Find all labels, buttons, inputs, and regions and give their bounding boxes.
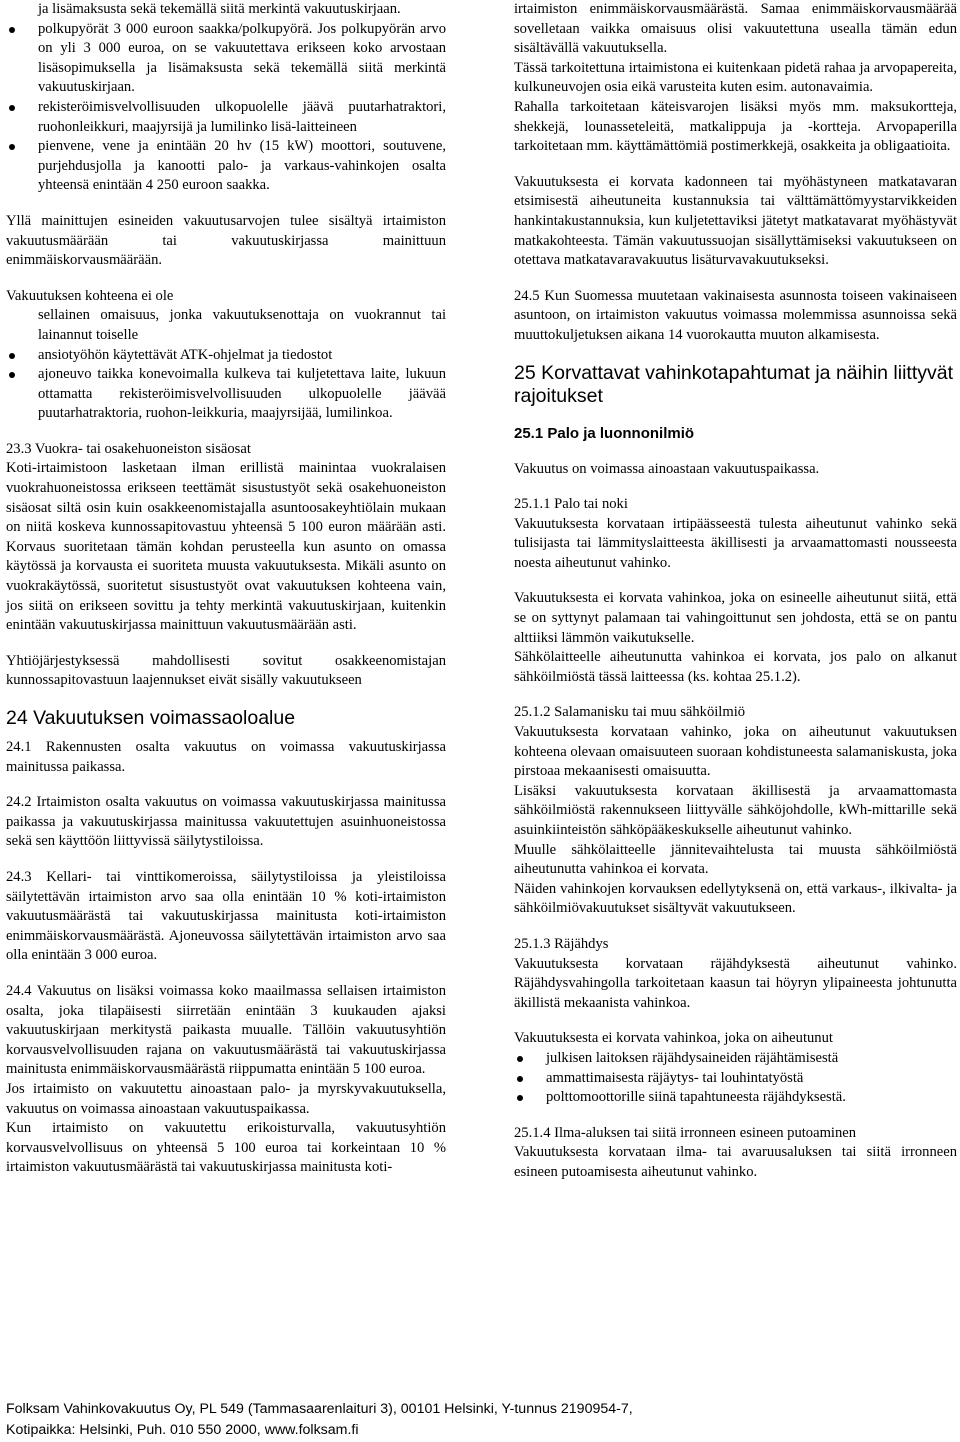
list-item: pienvene, vene ja enintään 20 hv (15 kW) moottori, soutuvene, purjehdusjolla ja kanootti palo- ja varkaus-vahinkojen osalta yhteensä enintään 4 250 euroon saakka. <box>6 137 446 196</box>
paragraph: Näiden vahinkojen korvauksen edellytyksenä on, että varkaus-, ilkivalta- ja sähköilmiövakuutukset sisältyvät vakuutukseen. <box>514 880 957 917</box>
paragraph: Vakuutuksesta korvataan ilma- tai avaruusaluksen tai siitä irronneen esineen putoamisesta aiheutunut vahinko. <box>514 1144 957 1180</box>
paragraph: irtaimiston enimmäiskorvausmäärästä. Samaa enimmäiskorvausmäärää sovelletaan vaikka omaisuus olisi vakuutettuna usealla tämän edun sisältävällä vakuutuksella. <box>514 1 957 57</box>
paragraph: Rahalla tarkoitetaan käteisvarojen lisäksi myös mm. maksukortteja, shekkejä, lounasseteleitä, matkalippuja ja -kortteja. Arvopaperilla tarkoitetaan mm. käyttämättömiä postimerkkejä, osakkeita ja obligaatioita. <box>514 98 957 155</box>
paragraph: Vakuutuksesta korvataan irtipäässeestä tulesta aiheutunut vahinko sekä tulisijasta tai lämmityslaitteesta äkillisesti ja arvaamattomasti nousseesta noesta aiheutunut vahinko. <box>514 515 957 571</box>
paragraph: Yllä mainittujen esineiden vakuutusarvojen tulee sisältyä irtaimiston vakuutusmäärään tai vakuutuskirjassa mainittuun enimmäiskorvausmäärään. <box>6 212 446 269</box>
paragraph: Vakuutuksesta ei korvata vahinkoa, joka on esineelle aiheutunut siitä, että se on syttynyt palamaan tai vahingoittunut sen johdosta, että se on pantu alttiiksi lämmön vaikutukselle. <box>514 590 957 646</box>
section-heading-24: 24 Vakuutuksen voimassaoloalue <box>6 707 296 729</box>
paragraph: Vakuutuksesta korvataan vahinko, joka on aiheutunut vakuutuksen kohteena olevaan omaisuuteen suoraan kohdistuneesta salamaniskusta, joka pirstoaa mekaanisesti omaisuutta. <box>514 724 957 780</box>
list-item: sellainen omaisuus, jonka vakuutuksenottaja on vuokrannut tai lainannut toiselle <box>38 307 446 343</box>
paragraph-24-4: 24.4 Vakuutus on lisäksi voimassa koko maailmassa sellaisen irtaimiston osalta, joka tilapäisesti siirretään enintään 3 kuukauden ajaksi vakuutuskirjaan merkitystä paikasta muualle. Tällöin vakuutusyhtiön korvausvelvollisuuden rajana on vakuutusmäärästä tai vakuutuskirjassa mainitusta enimmäiskorvausmäärästä riippumatta enintään 5 100 euroa. <box>6 982 446 1078</box>
paragraph: Koti-irtaimistoon lasketaan ilman erillistä mainintaa vuokralaisen vuokrahuoneistossa erikseen teettämät sisustustyöt sekä osakehuoneiston sisäosat siltä osin kuin osakkeenomistajalla asuntoosakeyhtiölain mukaan on niitä koskeva kunnossapitovastuu yhteensä 5 100 euron määrään asti. Korvaus suoritetaan tämän kohdan perusteella kun asunto on omassa käytössä ja korvausta ei suoriteta muusta vakuutuksesta. Mikäli asunto on vuokrakäytössä, suoritetut sisustustyöt ovat vakuutuksen kohteena vain, jos siitä on erikseen sovittu ja tehty merkintä vakuutuskirjaan, kuitenkin enintään vakuutuskirjassa mainittuun vakuutusmäärään asti. <box>6 460 446 634</box>
paragraph-24-5: 24.5 Kun Suomessa muutetaan vakinaisesta asunnosta toiseen vakinaiseen asuntoon, on irtaimiston vakuutus voimassa molemmissa asunnoissa sekä muuttokuljetuksen aikana 14 vuorokautta muuton alkamisesta. <box>514 287 957 343</box>
subsection-title-25-1-4: 25.1.4 Ilma-aluksen tai siitä irronneen esineen putoaminen <box>514 1124 857 1141</box>
subsection-title-25-1-1: 25.1.1 Palo tai noki <box>514 496 628 513</box>
subsection-title-23-3: 23.3 Vuokra- tai osakehuoneiston sisäosat <box>6 440 251 457</box>
left-column <box>6 0 446 1178</box>
paragraph: Jos irtaimisto on vakuutettu ainoastaan palo- ja myrskyvakuutuksella, vakuutus on voimassa ainoastaan vakuutuspaikassa. <box>6 1080 446 1117</box>
explosion-exclusions-list <box>514 1049 957 1108</box>
paragraph-24-2: 24.2 Irtaimiston osalta vakuutus on voimassa vakuutuskirjassa mainitussa paikassa ja vakuutuskirjassa mainitussa vakuutettujen asuinhuoneistossa sekä sen käyttöön liittyvissä säilytystiloissa. <box>6 794 446 850</box>
list-item: ansiotyöhön käytettävät ATK-ohjelmat ja tiedostot <box>6 346 446 366</box>
included-items-list <box>6 0 446 196</box>
paragraph: Vakuutuksesta ei korvata kadonneen tai myöhästyneen matkatavaran etsimisestä aiheutuneita kustannuksia tai välttämättömyystarvikkeiden hankintakustannuksia, kun kuljetettaviksi jätetyt matkatavarat myöhästyvät matkakohteesta. Tämän vakuutussuojan sisällyttämiseksi vakuutukseen on otettava matkatavaravakuutus lisäturvavakuutukseksi. <box>514 173 957 269</box>
paragraph: Lisäksi vakuutuksesta korvataan äkillisestä ja arvaamattomasta sähköilmiöstä rakennukseen liittyvälle sähköjohdolle, kWh-mittarille sekä asuinkiinteistön sähköpääkeskukselle aiheutunut vahinko. <box>514 782 957 838</box>
subsection-title-25-1-2: 25.1.2 Salamanisku tai muu sähköilmiö <box>514 704 746 721</box>
paragraph-24-3: 24.3 Kellari- tai vinttikomeroissa, säilytystiloissa ja yleistiloissa säilytettävän irtaimiston arvo saa olla enintään 10 % koti-irtaimiston vakuutusmäärästä tai vakuutuskirjassa mainitusta koti-irtaimiston enimmäiskorvausmäärästä. Ajoneuvossa säilytettävän irtaimiston arvo saa olla enintään 3 000 euroa. <box>6 868 446 964</box>
paragraph: Vakuutuksesta ei korvata vahinkoa, joka on aiheutunut <box>514 1030 833 1047</box>
paragraph: Sähkölaitteelle aiheutunutta vahinkoa ei korvata, jos palo on alkanut sähköilmiöstä tässä laitteessa (ks. kohtaa 25.1.2). <box>514 649 957 685</box>
list-item: julkisen laitoksen räjähdysaineiden räjähtämisestä <box>514 1049 957 1069</box>
list-item: polkupyörät 3 000 euroon saakka/polkupyörä. Jos polkupyörän arvo on yli 3 000 euroa, on se vakuutettava erikseen koko arvostaan lisäsopimuksella ja lisämaksusta sekä tekemällä siitä merkintä vakuutuskirjaan. <box>6 20 446 98</box>
paragraph: Tässä tarkoitettuna irtaimistona ei kuitenkaan pidetä rahaa ja arvopapereita, kulkuneuvojen osia eikä varusteita kuten esim. autonavaimia. <box>514 59 957 96</box>
paragraph: Kun irtaimisto on vakuutettu erikoisturvalla, vakuutusyhtiön korvausvelvollisuus on yhteensä 5 100 euroa tai korkeintaan 10 % irtaimiston vakuutusmäärästä tai vakuutuskirjassa mainitusta koti- <box>6 1120 446 1176</box>
paragraph-24-1: 24.1 Rakennusten osalta vakuutus on voimassa vakuutuskirjassa mainitussa paikassa. <box>6 739 446 775</box>
list-item: rekisteröimisvelvollisuuden ulkopuolelle jäävä puutarhatraktori, ruohonleikkuri, maajyrsijä ja lumilinko lisä-laitteineen <box>6 98 446 137</box>
paragraph: Muulle sähkölaitteelle jännitevaihtelusta tai muusta sähköilmiöstä aiheutunutta vahinkoa ei korvata. <box>514 841 957 878</box>
page-footer <box>6 1399 946 1441</box>
paragraph: Vakuutus on voimassa ainoastaan vakuutuspaikassa. <box>514 460 820 477</box>
subsection-heading-25-1: 25.1 Palo ja luonnonilmiö <box>514 424 695 442</box>
list-item: ja lisämaksusta sekä tekemällä siitä merkintä vakuutuskirjaan. <box>38 1 401 17</box>
excluded-items-list <box>6 306 446 424</box>
footer-contact-line: Kotipaikka: Helsinki, Puh. 010 550 2000, www.folksam.fi <box>6 1422 359 1438</box>
list-item: ajoneuvo taikka konevoimalla kulkeva tai kuljetettava laite, lukuun ottamatta rekisteröimisvelvollisuuden ulkopuolelle jäävää puutarhatraktoria, ruohon-leikkuria, maajyrsijää, lumilinkoa. <box>6 365 446 424</box>
list-item: ammattimaisesta räjäytys- tai louhintatyöstä <box>514 1069 957 1089</box>
paragraph: Yhtiöjärjestyksessä mahdollisesti sovitut osakkeenomistajan kunnossapitovastuun laajennukset eivät sisälly vakuutukseen <box>6 652 446 689</box>
list-item: polttomoottorille siinä tapahtuneesta räjähdyksestä. <box>514 1088 957 1108</box>
section-heading-25: 25 Korvattavat vahinkotapahtumat ja näihin liittyvät rajoitukset <box>514 361 954 407</box>
paragraph: Vakuutuksesta korvataan räjähdyksestä aiheutunut vahinko. Räjähdysvahingolla tarkoitetaan kaasun tai höyryn ylipaineesta johtunutta äkillistä mekaanista vahinkoa. <box>514 955 957 1011</box>
footer-company-line: Folksam Vahinkovakuutus Oy, PL 549 (Tammasaarenlaituri 3), 00101 Helsinki, Y-tunnus 2190954-7, <box>6 1401 633 1417</box>
paragraph: Vakuutuksen kohteena ei ole <box>6 287 174 304</box>
right-column <box>514 0 957 1183</box>
subsection-title-25-1-3: 25.1.3 Räjähdys <box>514 935 609 952</box>
